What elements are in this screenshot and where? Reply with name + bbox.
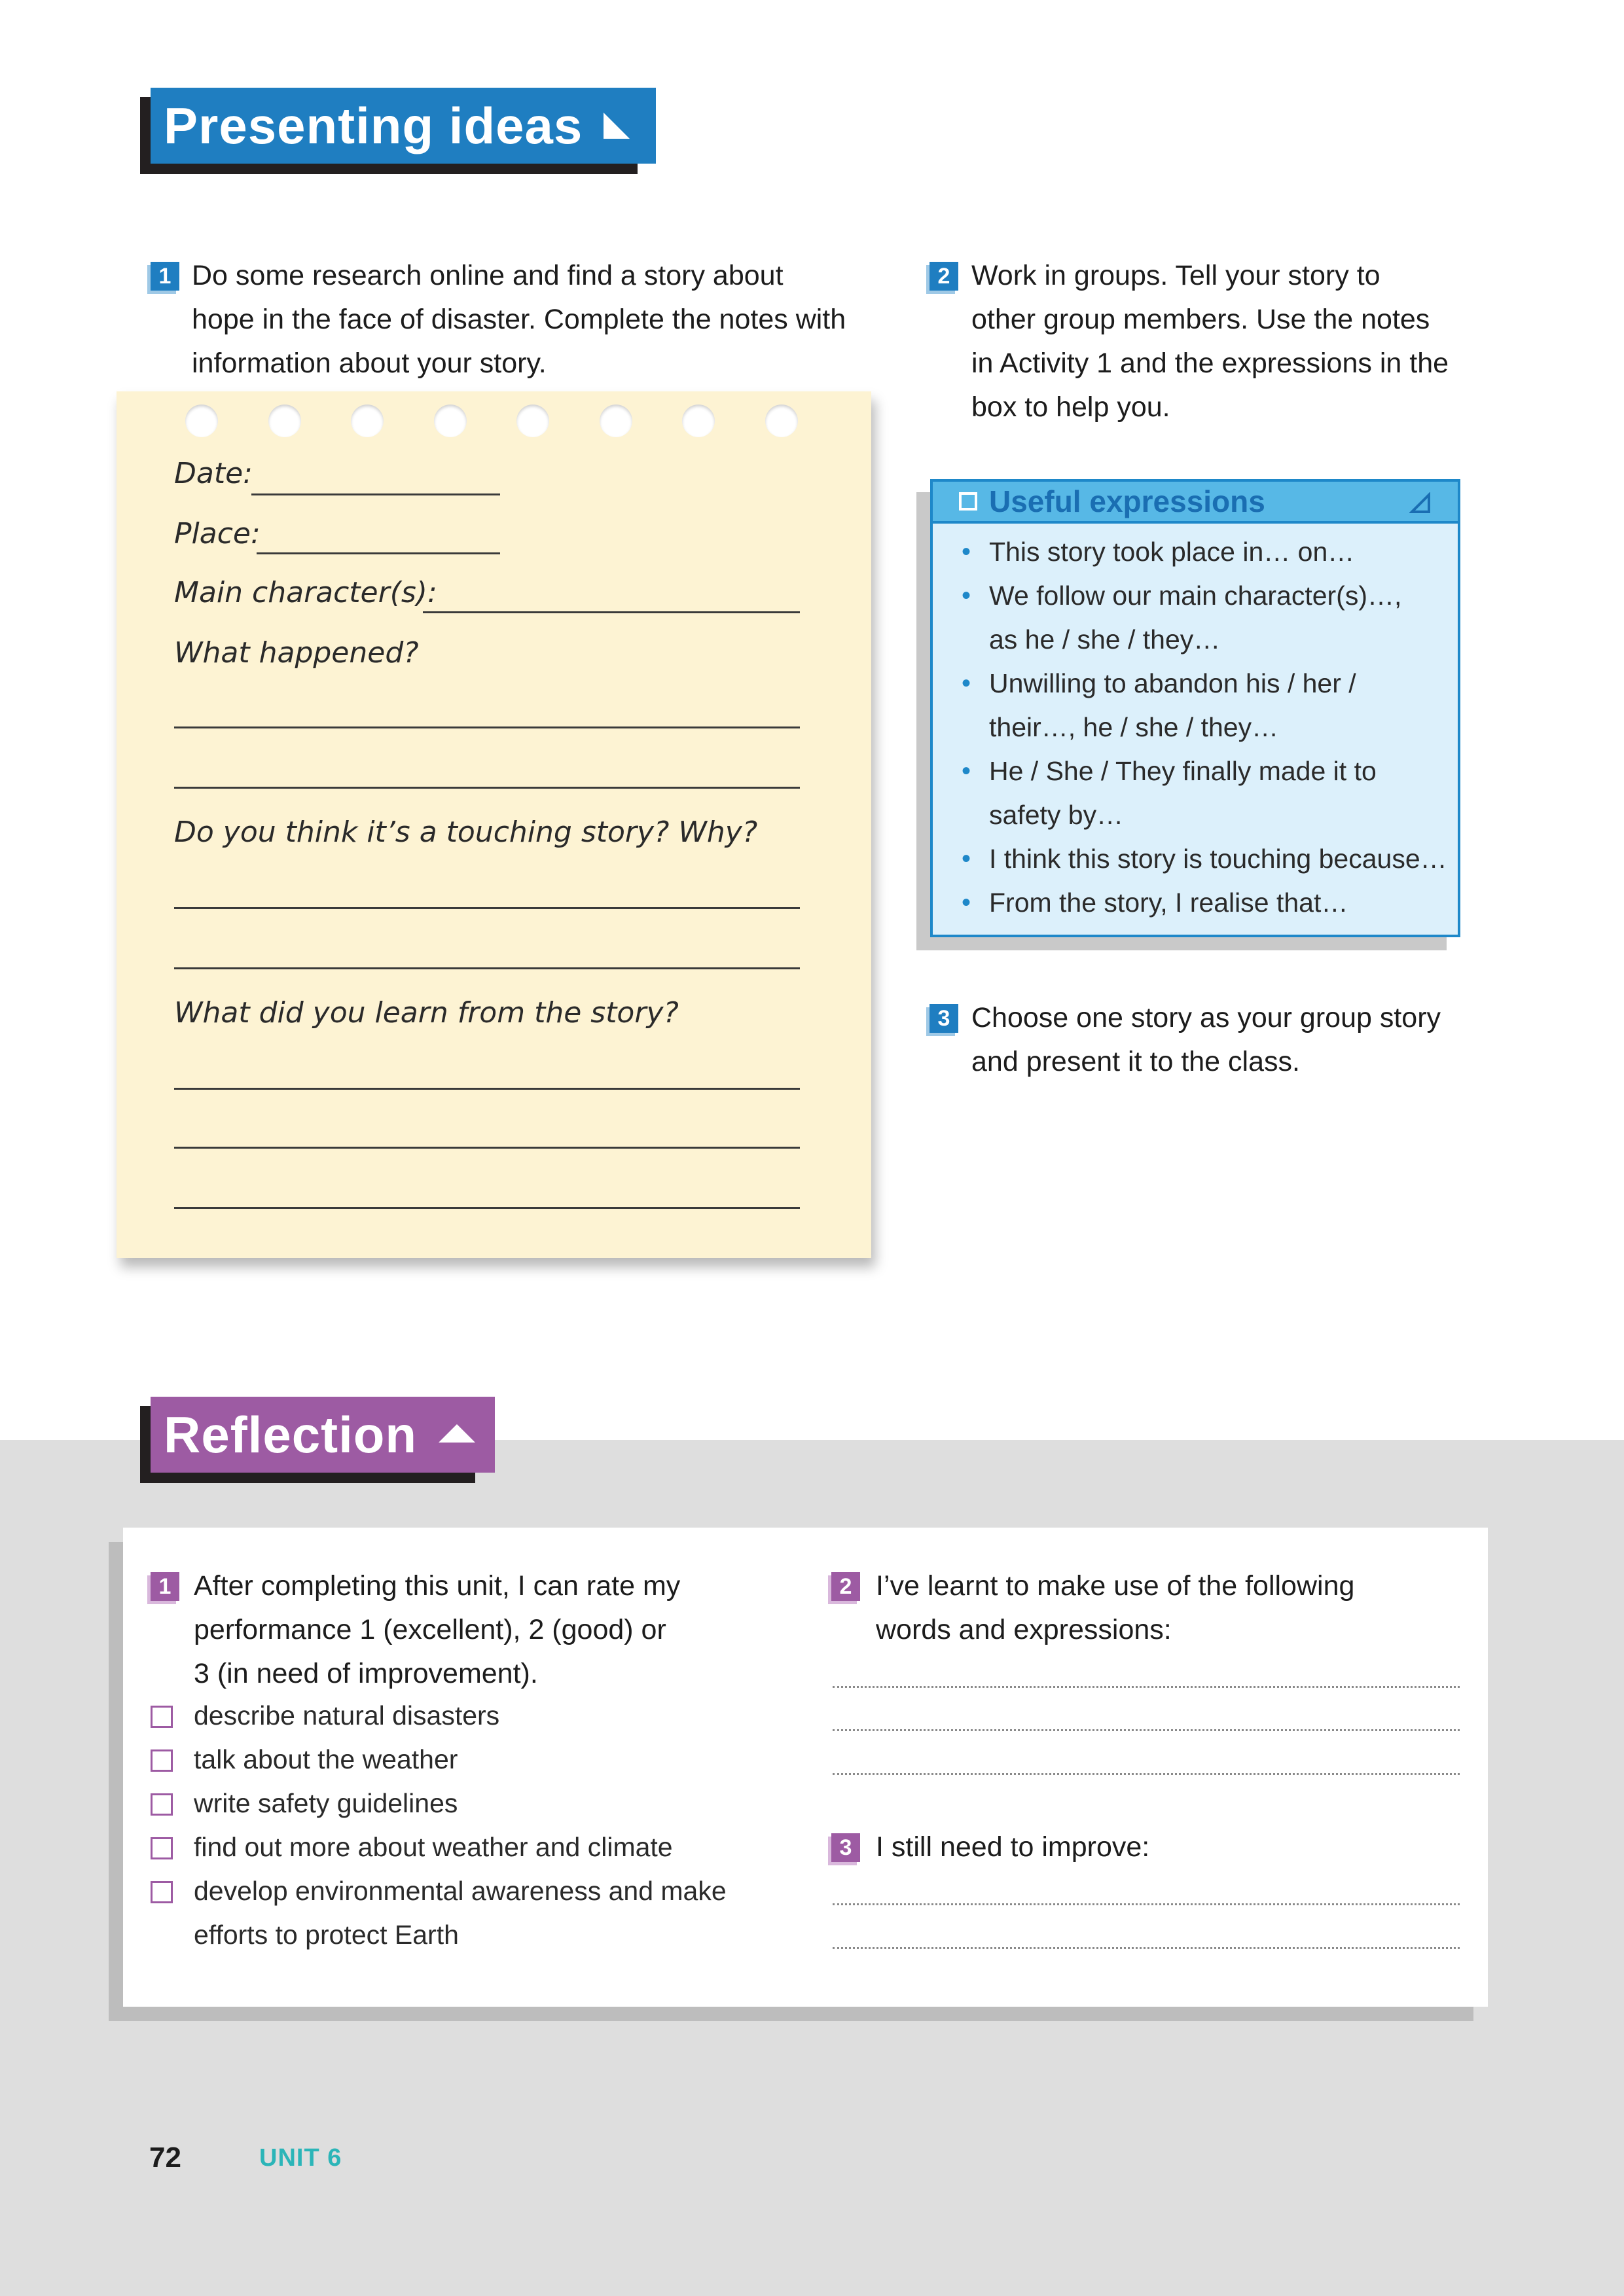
- answer-line[interactable]: [833, 1773, 1460, 1775]
- expression-item: • We follow our main character(s)…,: [989, 574, 1458, 618]
- touching-story-line[interactable]: [174, 907, 800, 909]
- useful-expressions-title: Useful expressions: [989, 484, 1265, 518]
- activity-1-instructions: Do some research online and find a story about hope in the face of disaster. Complete the notes with information about your story.: [192, 260, 846, 379]
- expression-item: safety by…: [989, 800, 1124, 830]
- what-learned-line[interactable]: [174, 1147, 800, 1149]
- answer-line[interactable]: [833, 1903, 1460, 1905]
- what-learned-line[interactable]: [174, 1207, 800, 1209]
- place-label: Place:: [174, 517, 261, 550]
- corner-triangle-icon: [600, 110, 634, 141]
- notepad-hole: [351, 404, 384, 437]
- expression-item: their…, he / she / they…: [989, 712, 1279, 742]
- activity-3-number: 3: [929, 1004, 958, 1033]
- reflection-2-prompt: I’ve learnt to make use of the following words and expressions:: [876, 1570, 1355, 1645]
- skill-label: write safety guidelines: [194, 1788, 458, 1818]
- useful-expressions-box: [930, 479, 1460, 937]
- notepad-hole: [765, 404, 798, 437]
- rating-checkbox[interactable]: [151, 1749, 173, 1772]
- what-happened-line[interactable]: [174, 726, 800, 728]
- expression-item: • I think this story is touching because…: [989, 837, 1458, 881]
- what-happened-label: What happened?: [174, 636, 419, 670]
- unit-label: UNIT 6: [259, 2144, 342, 2172]
- page-number: 72: [149, 2142, 181, 2174]
- rating-checkbox[interactable]: [151, 1793, 173, 1816]
- answer-line[interactable]: [833, 1729, 1460, 1731]
- reflection-2-number: 2: [831, 1572, 860, 1601]
- story-notepad: [117, 391, 871, 1258]
- skill-label-continuation: efforts to protect Earth: [194, 1920, 459, 1950]
- what-happened-line[interactable]: [174, 787, 800, 789]
- section-title: Reflection: [164, 1405, 418, 1463]
- expression-item: • He / She / They finally made it to: [989, 749, 1458, 793]
- corner-triangle-icon: [1409, 492, 1432, 514]
- skill-label: find out more about weather and climate: [194, 1832, 673, 1862]
- notepad-hole: [185, 404, 218, 437]
- place-line[interactable]: [257, 552, 500, 554]
- touching-story-label: Do you think it’s a touching story? Why?: [174, 816, 758, 849]
- reflection-1-number: 1: [151, 1572, 179, 1601]
- notepad-hole: [434, 404, 467, 437]
- activity-2-number: 2: [929, 262, 958, 291]
- useful-expressions-header: [933, 482, 1458, 524]
- main-character-line[interactable]: [423, 611, 800, 613]
- skill-label: develop environmental awareness and make: [194, 1876, 727, 1906]
- checkbox-icon: [959, 492, 977, 511]
- main-character-label: Main character(s):: [174, 576, 437, 609]
- reflection-3-number: 3: [831, 1833, 860, 1862]
- what-learned-label: What did you learn from the story?: [174, 996, 679, 1030]
- notepad-hole: [268, 404, 301, 437]
- expression-item: • From the story, I realise that…: [989, 881, 1458, 925]
- touching-story-line[interactable]: [174, 967, 800, 969]
- useful-expressions-list: [933, 524, 1458, 925]
- activity-2-instructions: Work in groups. Tell your story to other group members. Use the notes in Activity 1 and the expressions in the box to help you.: [971, 260, 1449, 423]
- activity-1-number: 1: [151, 262, 179, 291]
- date-label: Date:: [174, 457, 253, 490]
- expression-item: as he / she / they…: [989, 624, 1221, 655]
- answer-line[interactable]: [833, 1947, 1460, 1949]
- rating-checkbox[interactable]: [151, 1706, 173, 1728]
- section-title: Presenting ideas: [164, 96, 583, 154]
- reflection-1-prompt: After completing this unit, I can rate my performance 1 (excellent), 2 (good) or 3 (in need of improvement).: [194, 1570, 681, 1689]
- up-triangle-icon: [436, 1422, 478, 1448]
- skill-label: talk about the weather: [194, 1744, 458, 1774]
- rating-checkbox[interactable]: [151, 1837, 173, 1859]
- activity-3-instructions: Choose one story as your group story and present it to the class.: [971, 1002, 1441, 1077]
- date-line[interactable]: [251, 493, 500, 495]
- reflection-card: [123, 1528, 1488, 2007]
- notepad-hole: [600, 404, 632, 437]
- expression-item: • This story took place in… on…: [989, 530, 1458, 574]
- skill-label: describe natural disasters: [194, 1700, 500, 1731]
- notepad-hole: [682, 404, 715, 437]
- notepad-hole: [516, 404, 549, 437]
- answer-line[interactable]: [833, 1686, 1460, 1688]
- what-learned-line[interactable]: [174, 1088, 800, 1090]
- rating-checkbox[interactable]: [151, 1881, 173, 1903]
- expression-item: • Unwilling to abandon his / her /: [989, 662, 1458, 706]
- reflection-3-prompt: I still need to improve:: [876, 1831, 1150, 1863]
